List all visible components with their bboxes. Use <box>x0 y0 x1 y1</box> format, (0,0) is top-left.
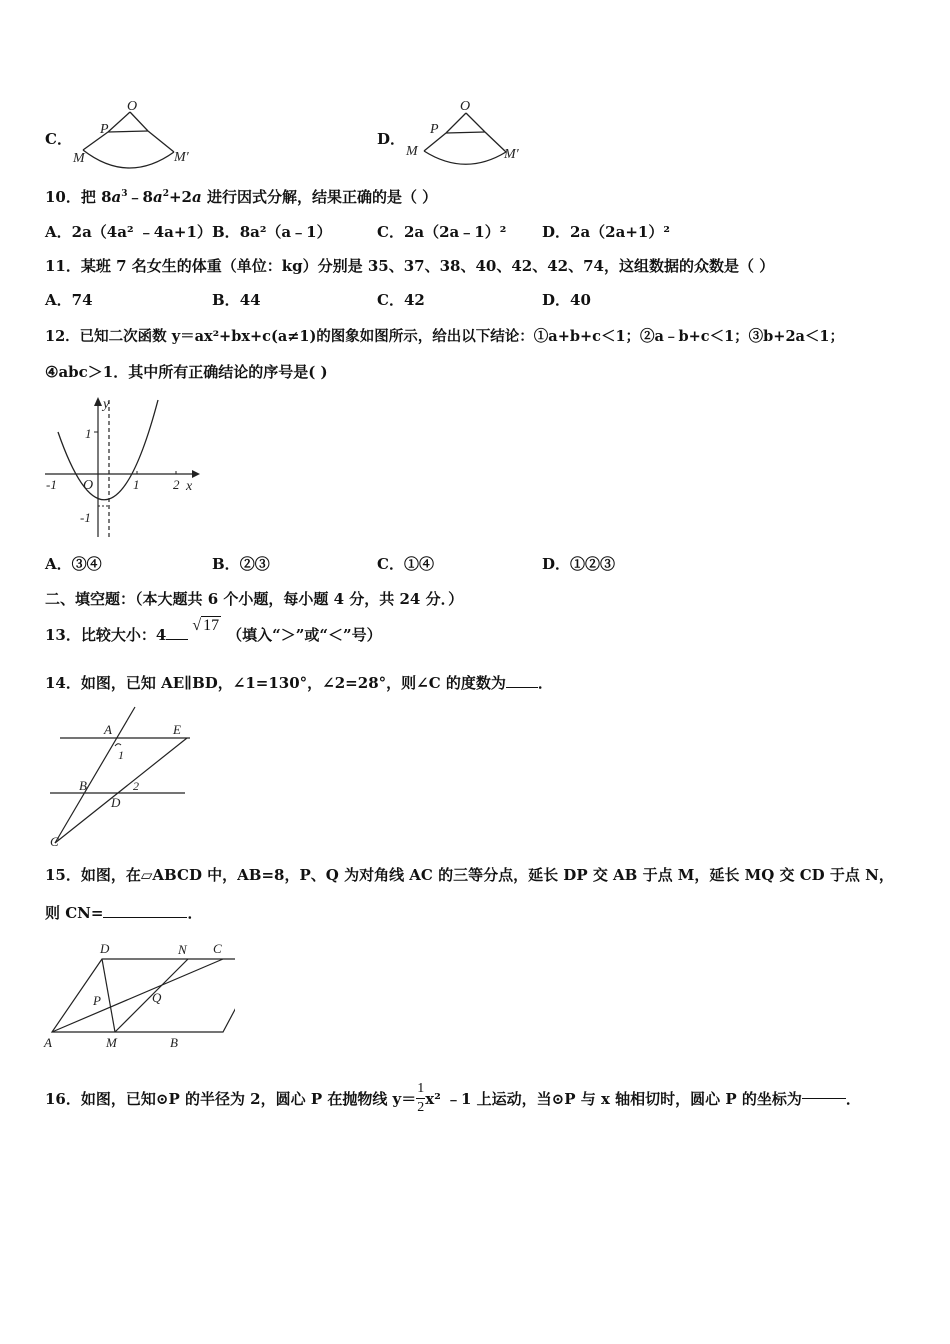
tick-y-neg1: -1 <box>80 510 91 525</box>
label-m: M <box>106 1035 117 1050</box>
label-d: D <box>100 941 110 956</box>
q16-stem: 16．如图，已知⊙P 的半径为 2，圆心 P 在抛物线 y＝ $\frac{1}{2}$ x² ﹣1 上运动，当⊙P 与 x 轴相切时，圆心 P 的坐标为 ． <box>45 1080 861 1115</box>
q15-stem-line2: 则 CN= ． <box>45 904 203 922</box>
q11-option-a: A．74 <box>45 291 93 309</box>
q15-parallelogram-figure <box>40 937 235 1052</box>
origin-label: O <box>83 478 94 493</box>
q11-stem: 11．某班 7 名女生的体重（单位：kg）分别是 35、37、38、40、42、42、74，这组数据的众数是（ ） <box>45 257 775 275</box>
label-p: P <box>430 122 439 137</box>
q12-option-d: D．①②③ <box>542 555 616 573</box>
q11-option-c: C．42 <box>377 291 425 309</box>
q16-blank[interactable] <box>802 1097 846 1099</box>
label-m-prime: M′ <box>174 150 189 165</box>
tick-x-2: 2 <box>173 477 180 492</box>
q12-parabola-graph <box>40 392 205 542</box>
q14-blank[interactable] <box>506 686 538 688</box>
q14-figure <box>45 705 195 850</box>
axis-y-label: y <box>103 397 110 412</box>
q13-stem: 13．比较大小：4√ 17（填入“＞”或“＜”号） <box>45 617 382 644</box>
label-m: M <box>406 144 418 159</box>
label-c: C <box>50 834 59 849</box>
label-p: P <box>93 993 101 1008</box>
q12-stem-line2: ④abc＞1．其中所有正确结论的序号是( ) <box>45 363 328 381</box>
label-n: N <box>178 942 187 957</box>
q12-option-b: B．②③ <box>212 555 270 573</box>
q12-option-a: A．③④ <box>45 555 102 573</box>
tick-x-neg1: -1 <box>46 477 57 492</box>
q14-stem: 14．如图，已知 AE∥BD，∠1=130°，∠2=28°，则∠C 的度数为 ． <box>45 674 553 692</box>
label-a: A <box>104 722 112 737</box>
axis-x-label: x <box>186 479 193 494</box>
option-c-figure <box>70 95 210 170</box>
section-2-title: 二、填空题：（本大题共 6 个小题，每小题 4 分，共 24 分．） <box>45 590 464 608</box>
q10-option-c: C．2a（2a﹣1）² <box>377 223 507 241</box>
option-d-figure <box>400 95 540 170</box>
label-a: A <box>44 1035 52 1050</box>
label-1: 1 <box>118 748 124 762</box>
label-m: M <box>73 151 85 166</box>
option-c-label: C． <box>45 130 72 148</box>
q11-option-b: B．44 <box>212 291 261 309</box>
q15-stem-line1: 15．如图，在▱ABCD 中，AB=8，P、Q 为对角线 AC 的三等分点，延长 DP 交 AB 于点 M，延长 MQ 交 CD 于点 N， <box>45 866 894 884</box>
label-b: B <box>170 1035 178 1050</box>
label-o: O <box>460 99 471 114</box>
label-e: E <box>173 722 181 737</box>
q10-option-a: A．2a（4a² ﹣4a+1） <box>45 223 212 241</box>
option-d-label: D． <box>377 130 406 148</box>
tick-y-1: 1 <box>85 426 92 441</box>
sqrt-symbol: √ 17 <box>192 617 220 634</box>
q10-stem: 10．把 $8a^3﹣8a^2+2a$ 进行因式分解，结果正确的是（ ） <box>45 188 438 206</box>
label-c: C <box>213 941 222 956</box>
tick-x-1: 1 <box>133 477 140 492</box>
q13-blank[interactable] <box>166 638 188 640</box>
fraction-one-half: $\frac{1}{2}$ <box>417 1080 425 1115</box>
q11-option-d: D．40 <box>542 291 591 309</box>
label-2: 2 <box>133 779 139 793</box>
label-q: Q <box>152 990 162 1005</box>
label-m-prime: M′ <box>504 147 519 162</box>
label-d: D <box>111 795 121 810</box>
label-b: B <box>79 778 87 793</box>
q12-stem-line1: 12．已知二次函数 y＝ax²+bx+c(a≠1)的图象如图所示，给出以下结论：①a+b+c＜1；②a﹣b+c＜1；③b+2a＜1； <box>45 328 845 345</box>
label-o: O <box>127 99 138 114</box>
q12-option-c: C．①④ <box>377 555 434 573</box>
q10-option-d: D．2a（2a+1）² <box>542 223 670 241</box>
q10-option-b: B．8a²（a﹣1） <box>212 223 332 241</box>
q15-blank[interactable] <box>103 916 187 918</box>
label-p: P <box>100 122 109 137</box>
